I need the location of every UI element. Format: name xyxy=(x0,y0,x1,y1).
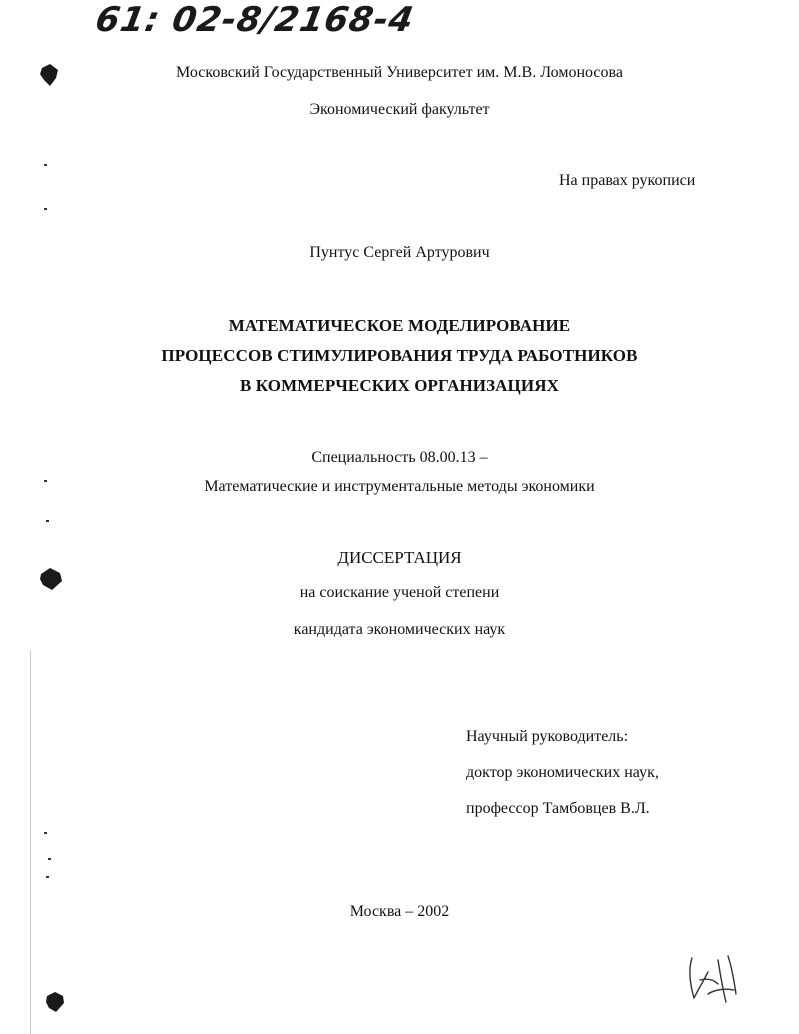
scan-speck xyxy=(44,164,47,166)
supervisor-name: профессор Тамбовцев В.Л. xyxy=(466,800,650,817)
scan-speck xyxy=(48,858,51,860)
place-and-year: Москва – 2002 xyxy=(349,903,450,920)
faculty-name: Экономический факультет xyxy=(309,101,490,118)
university-name: Московский Государственный Университет им. М.В. Ломоносова xyxy=(176,64,623,81)
degree-purpose: на соискание ученой степени xyxy=(299,584,500,601)
document-type: ДИССЕРТАЦИЯ xyxy=(337,548,462,567)
scan-speck xyxy=(46,520,49,522)
supervisor-degree: доктор экономических наук, xyxy=(466,764,659,781)
thesis-title-line-2: ПРОЦЕССОВ СТИМУЛИРОВАНИЯ ТРУДА РАБОТНИКОВ xyxy=(161,346,638,365)
scan-speck xyxy=(46,876,49,878)
manuscript-rights-note: На правах рукописи xyxy=(559,172,696,189)
degree-name: кандидата экономических наук xyxy=(293,621,506,638)
specialty-name: Математические и инструментальные методы экономики xyxy=(204,478,595,495)
supervisor-label: Научный руководитель: xyxy=(466,728,629,745)
handwritten-shelf-mark: 61: 02-8/2168-4 xyxy=(92,0,418,40)
thesis-title-line-1: МАТЕМАТИЧЕСКОЕ МОДЕЛИРОВАНИЕ xyxy=(228,316,571,335)
scan-speck xyxy=(44,208,47,210)
thesis-title-line-3: В КОММЕРЧЕСКИХ ОРГАНИЗАЦИЯХ xyxy=(240,376,559,395)
author-name: Пунтус Сергей Артурович xyxy=(309,244,490,261)
specialty-code: Специальность 08.00.13 – xyxy=(311,449,488,466)
scan-margin-rule xyxy=(30,650,31,1034)
binding-hole-mark xyxy=(44,990,66,1014)
handwritten-signature xyxy=(678,950,748,1010)
scan-speck xyxy=(44,832,47,834)
